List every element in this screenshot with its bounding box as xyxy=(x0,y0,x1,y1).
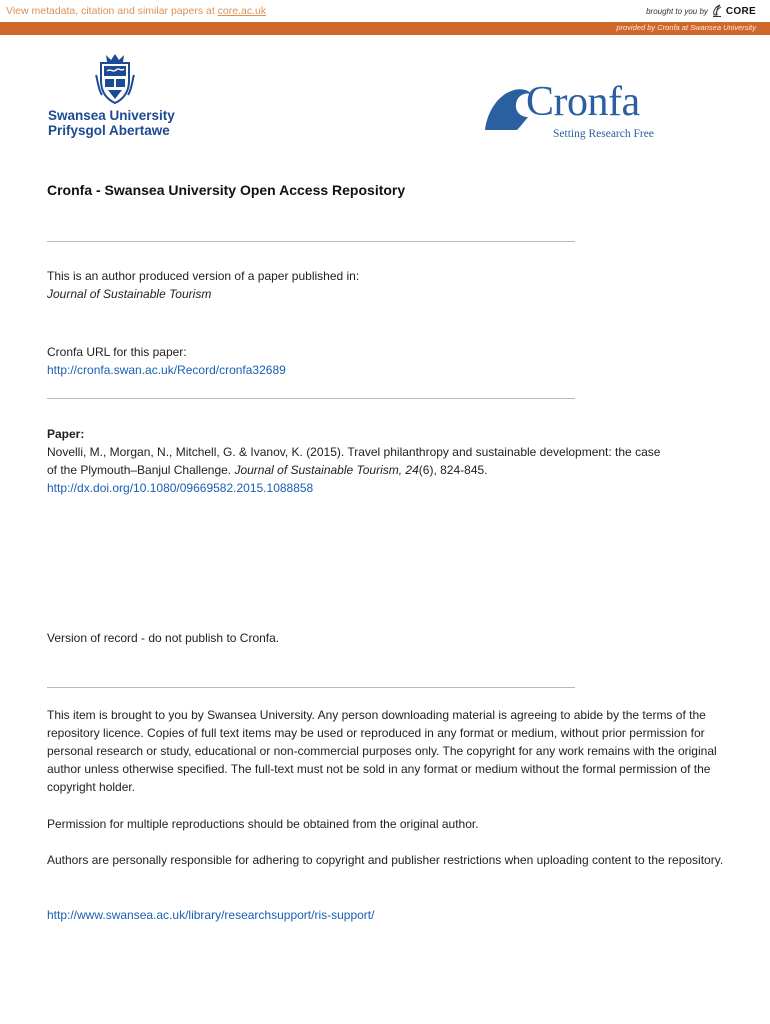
version-note: Version of record - do not publish to Cronfa. xyxy=(47,631,280,645)
cronfa-wordmark: Cronfa xyxy=(526,79,640,125)
university-name-english: Swansea University xyxy=(48,108,175,123)
citation-line-1: Novelli, M., Morgan, N., Mitchell, G. & Ivanov, K. (2015). Travel philanthropy and sustainable development: the case xyxy=(47,445,661,459)
journal-name: Journal of Sustainable Tourism xyxy=(47,287,212,301)
doi-link[interactable]: http://dx.doi.org/10.1080/09669582.2015.1088858 xyxy=(47,481,314,495)
university-name-welsh: Prifysgol Abertawe xyxy=(48,123,170,138)
intro-text: This is an author produced version of a paper published in: xyxy=(47,269,360,283)
core-brand[interactable] xyxy=(646,3,756,19)
core-link[interactable]: core.ac.uk xyxy=(217,5,267,17)
core-view-text: View metadata, citation and similar papers at xyxy=(6,5,218,17)
university-crest-icon xyxy=(94,51,136,105)
divider xyxy=(47,241,575,242)
core-banner xyxy=(0,0,770,22)
responsibility-paragraph: Authors are personally responsible for adhering to copyright and publisher restrictions when uploading content to the repository. xyxy=(47,853,724,867)
cronfa-url-label: Cronfa URL for this paper: xyxy=(47,345,187,359)
cronfa-wave-icon xyxy=(484,87,532,131)
core-logo-icon xyxy=(711,4,723,18)
citation-title-end: of the Plymouth–Banjul Challenge. xyxy=(47,463,235,477)
permission-paragraph: Permission for multiple reproductions should be obtained from the original author. xyxy=(47,817,479,831)
provided-by-text: provided by Cronfa at Swansea University xyxy=(616,23,756,32)
cronfa-logo xyxy=(484,79,674,148)
page-title: Cronfa - Swansea University Open Access Repository xyxy=(47,182,406,198)
divider xyxy=(47,687,575,688)
cronfa-tagline: Setting Research Free xyxy=(553,128,654,140)
core-metadata-text xyxy=(6,5,266,17)
divider xyxy=(47,398,575,399)
citation-line-2 xyxy=(47,461,488,479)
citation-pages: (6), 824-845. xyxy=(418,463,488,477)
cronfa-url-link[interactable]: http://cronfa.swan.ac.uk/Record/cronfa32689 xyxy=(47,363,286,377)
support-link[interactable]: http://www.swansea.ac.uk/library/researchsupport/ris-support/ xyxy=(47,908,375,922)
paper-heading: Paper: xyxy=(47,427,85,441)
rights-paragraph: This item is brought to you by Swansea University. Any person downloading material is agreeing to abide by the terms of the repository licence. Copies of full text items may be used or reproduced in any format or medium, without prior permission for personal research or study, educational or non-commercial purposes only. The copyright for any work remains with the original author unless otherwise specified. The full-text must not be sold in any format or medium without the formal permission of the copyright holder. xyxy=(47,708,717,794)
swansea-university-logo xyxy=(48,51,184,141)
provider-bar xyxy=(0,22,770,35)
core-label: CORE xyxy=(725,5,756,17)
citation-journal: Journal of Sustainable Tourism, 24 xyxy=(234,463,419,477)
brought-to-you-text: brought to you by xyxy=(646,6,708,16)
